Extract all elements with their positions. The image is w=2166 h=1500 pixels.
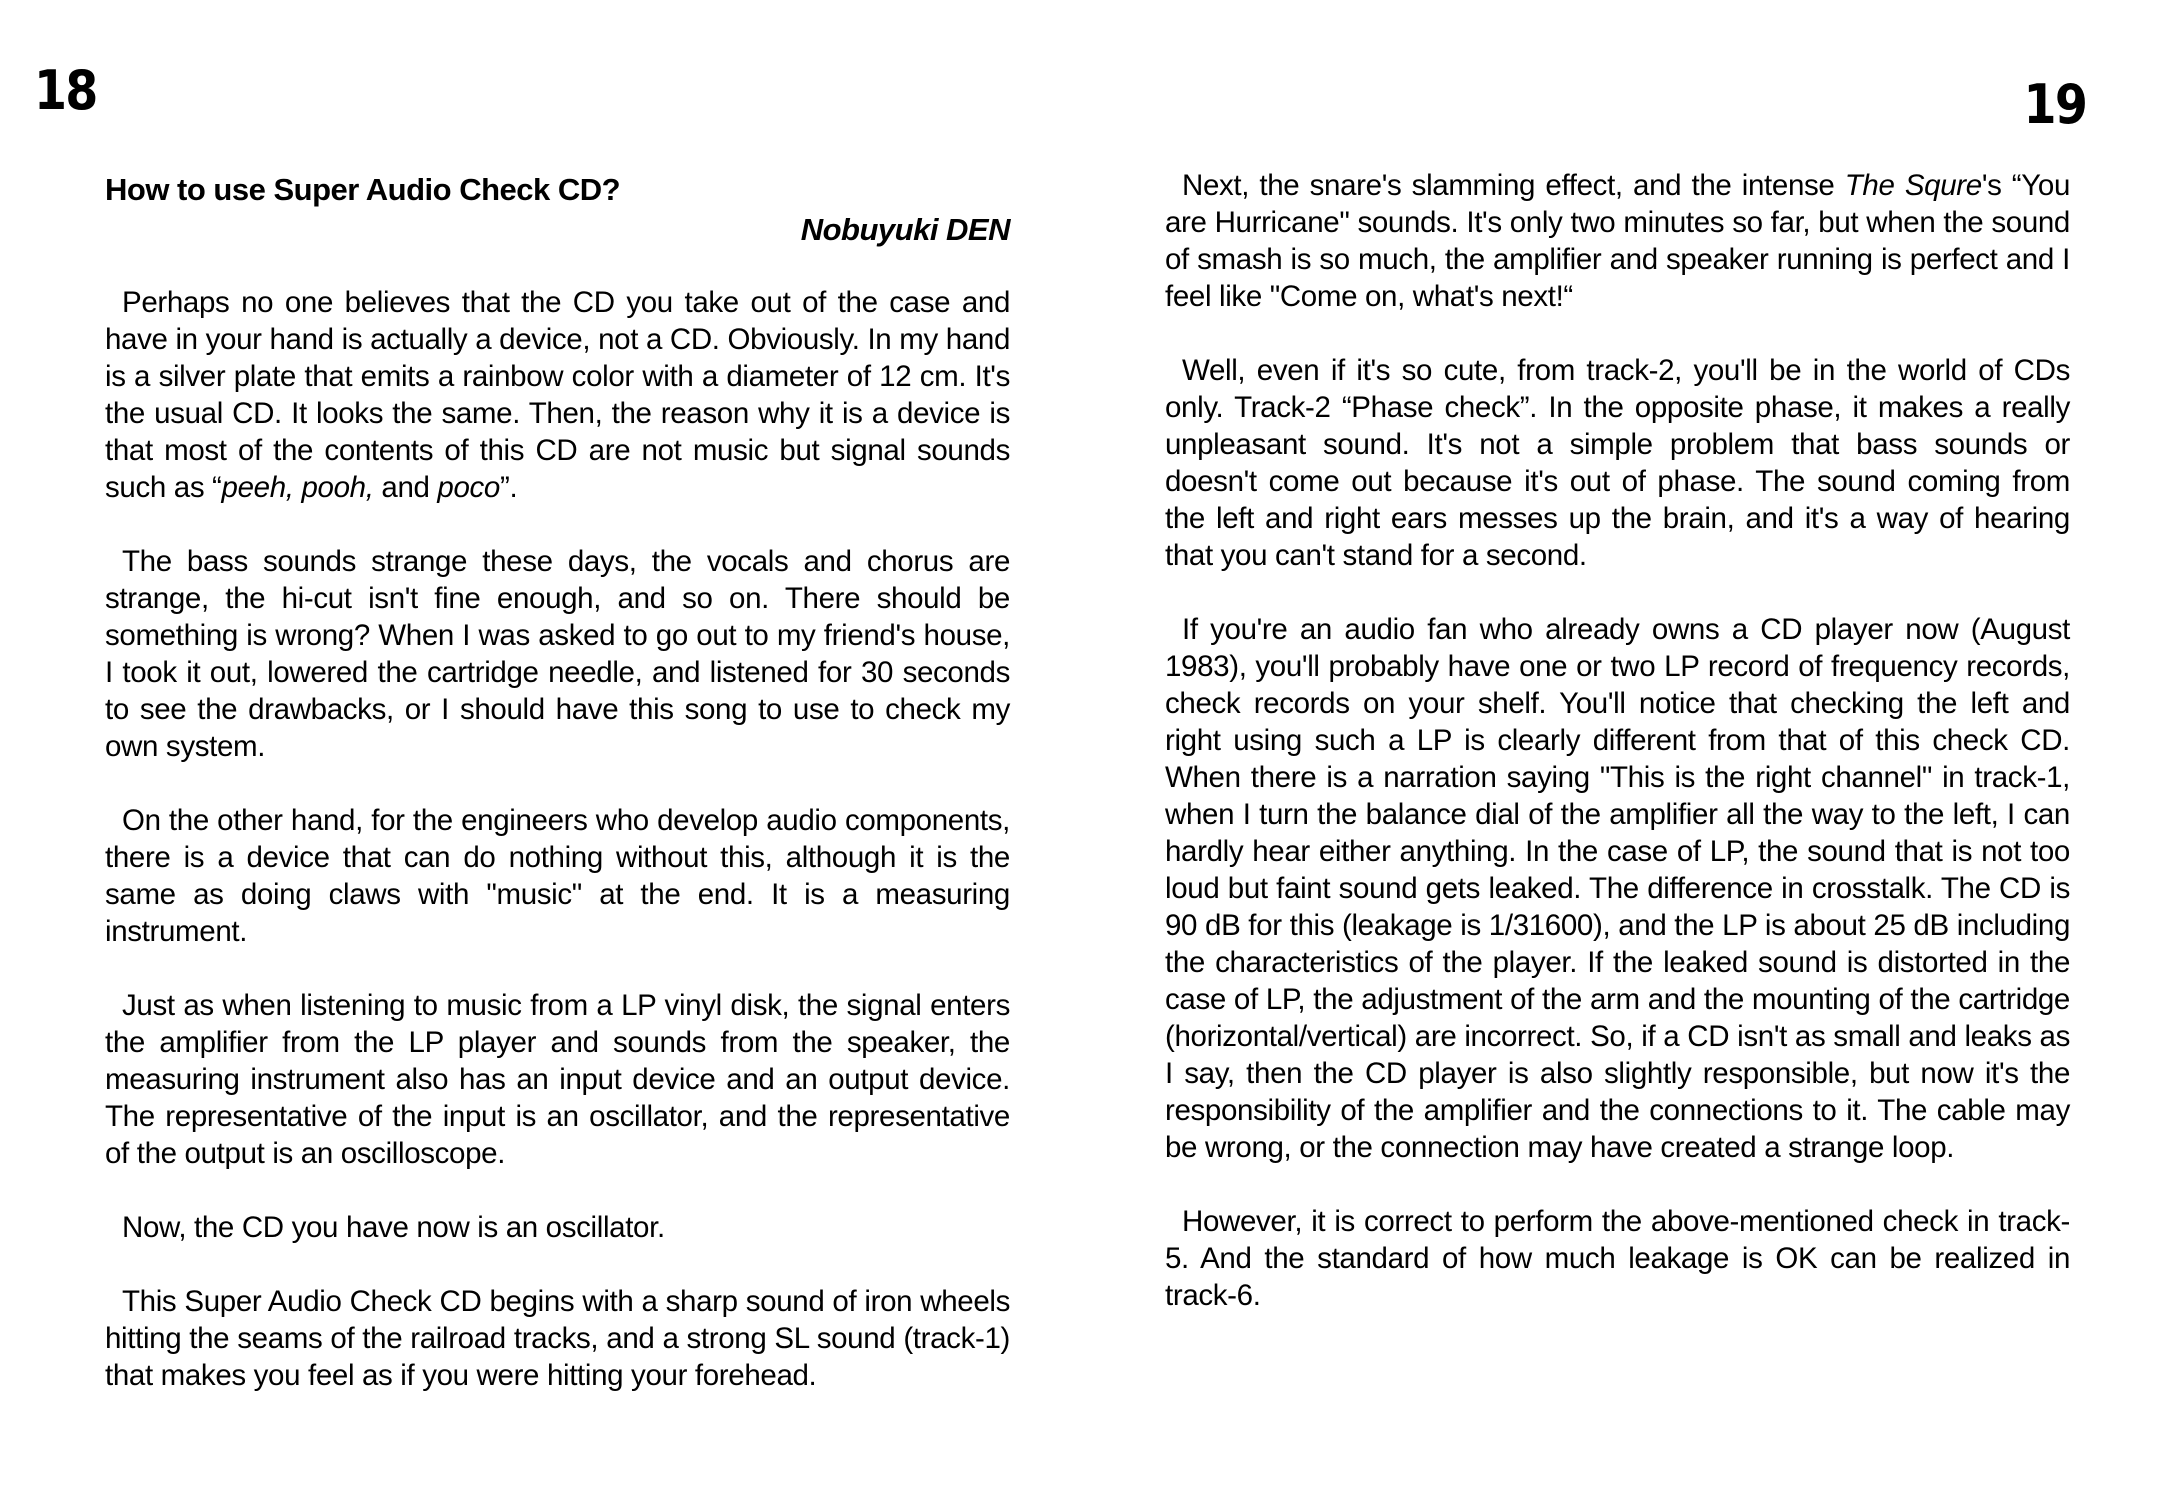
italic-text: The Squre [1844, 169, 1982, 202]
paragraph [105, 802, 1010, 950]
text-run: and [373, 471, 438, 504]
text-run: Just as when listening to music from a LP vinyl disk, the signal enters the amplifier from the LP player and sounds from the speaker, the measuring instrument also has an input device and an output device. The representative of the input is an oscillator, and the representative of the output is an oscilloscope. [105, 989, 1010, 1170]
right-page-column [1165, 167, 2070, 1314]
text-run: ”. [500, 471, 518, 504]
paragraph [105, 1283, 1010, 1394]
paragraph [1165, 1203, 2070, 1314]
text-run: Well, even if it's so cute, from track-2, you'll be in the world of CDs only. Track-2 “Phase check”. In the opposite phase, it makes a really unpleasant sound. It's not a simple problem that bass sounds or doesn't come out because it's out of phase. The sound coming from the left and right ears messes up the brain, and it's a way of hearing that you can't stand for a second. [1165, 354, 2070, 572]
italic-text: peeh, pooh, [221, 471, 374, 504]
text-run: 's “You are Hurricane" sounds. It's only two minutes so far, but when the sound of smash is so much, the amplifier and speaker running is perfect and I feel like "Come on, what's next!“ [1165, 169, 2070, 313]
text-run: Now, the CD you have now is an oscillator. [122, 1211, 665, 1244]
text-run: However, it is correct to perform the above-mentioned check in track-5. And the standard of how much leakage is OK can be realized in track-6. [1165, 1205, 2070, 1312]
paragraph [1165, 167, 2070, 315]
paragraph [105, 1209, 1010, 1246]
left-page-column [105, 170, 1010, 1394]
paragraph [1165, 611, 2070, 1166]
page-number-right: 19 [2023, 73, 2086, 136]
paragraph [1165, 352, 2070, 574]
text-run: This Super Audio Check CD begins with a sharp sound of iron wheels hitting the seams of the railroad tracks, and a strong SL sound (track-1) that makes you feel as if you were hitting your forehead. [105, 1285, 1010, 1392]
paragraph [105, 284, 1010, 506]
text-run: On the other hand, for the engineers who develop audio components, there is a device that can do nothing without this, although it is the same as doing claws with "music" at the end. It is a measuring instrument. [105, 804, 1010, 948]
right-page-body [1165, 167, 2070, 1314]
left-page-body [105, 284, 1010, 1394]
paragraph [105, 987, 1010, 1172]
text-run: The bass sounds strange these days, the vocals and chorus are strange, the hi-cut isn't fine enough, and so on. There should be something is wrong? When I was asked to go out to my friend's house, I took it out, lowered the cartridge needle, and listened for 30 seconds to see the drawbacks, or I should have this song to use to check my own system. [105, 545, 1010, 763]
article-author: Nobuyuki DEN [800, 212, 1010, 247]
italic-text: poco [437, 471, 500, 504]
paragraph [105, 543, 1010, 765]
text-run: If you're an audio fan who already owns a CD player now (August 1983), you'll probably have one or two LP record of frequency records, check records on your shelf. You'll notice that checking the left and right using such a LP is clearly different from that of this check CD. When there is a narration saying "This is the right channel" in track-1, when I turn the balance dial of the amplifier all the way to the left, I can hardly hear either anything. In the case of LP, the sound that is not too loud but faint sound gets leaked. The difference in crosstalk. The CD is 90 dB for this (leakage is 1/31600), and the LP is about 25 dB including the characteristics of the player. If the leaked sound is distorted in the case of LP, the adjustment of the arm and the mounting of the cartridge (horizontal/vertical) are incorrect. So, if a CD isn't as small and leaks as I say, then the CD player is also slightly responsible, but now it's the responsibility of the amplifier and the connections to it. The cable may be wrong, or the connection may have created a strange loop. [1165, 613, 2070, 1164]
text-run: Perhaps no one believes that the CD you take out of the case and have in your hand is actually a device, not a CD. Obviously. In my hand is a silver plate that emits a rainbow color with a diameter of 12 cm. It's the usual CD. It looks the same. Then, the reason why it is a device is that most of the contents of this CD are not music but signal sounds such as “ [105, 286, 1010, 504]
text-run: Next, the snare's slamming effect, and the intense [1182, 169, 1845, 202]
page-number-left: 18 [34, 59, 97, 122]
article-title: How to use Super Audio Check CD? [105, 172, 621, 207]
